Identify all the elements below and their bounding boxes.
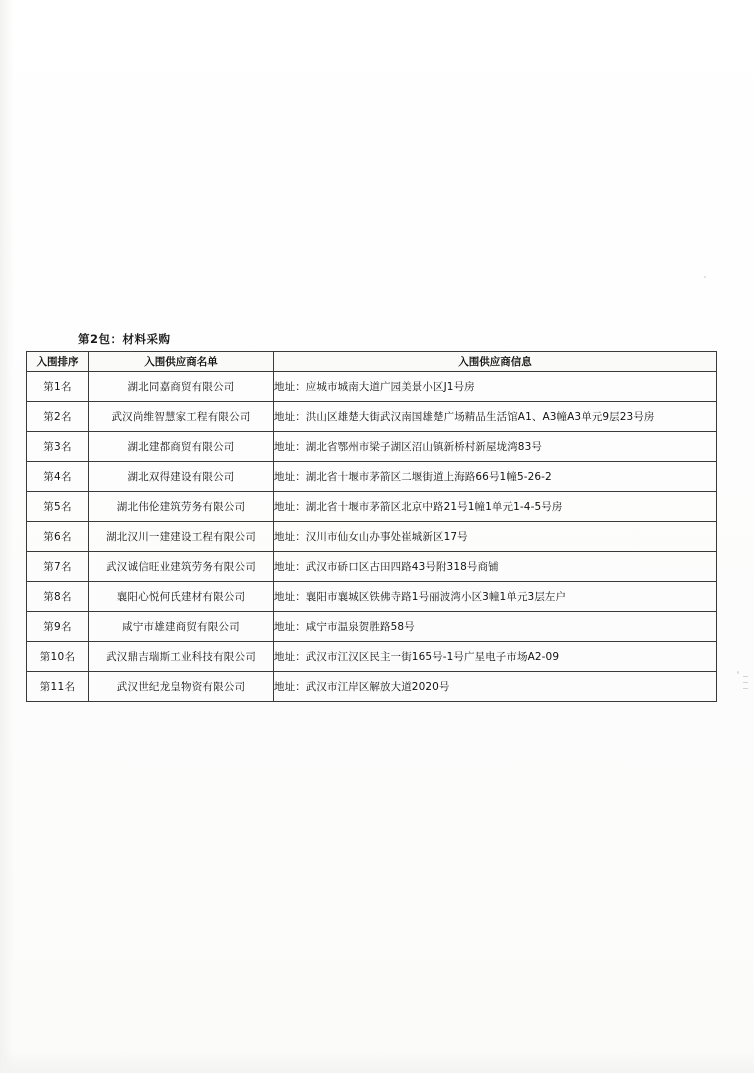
cell-supplier-info: 地址：武汉市江汉区民主一街165号-1号广星电子市场A2-09 [274, 642, 717, 672]
scan-edge-shadow-bottom [0, 1051, 754, 1073]
cell-rank: 第10名 [27, 642, 89, 672]
table-row [27, 522, 717, 552]
cell-supplier-name: 武汉世纪龙皇物资有限公司 [89, 672, 274, 702]
column-header-name: 入围供应商名单 [89, 352, 274, 372]
cell-supplier-name: 武汉鼎吉瑞斯工业科技有限公司 [89, 642, 274, 672]
cell-supplier-name: 湖北双得建设有限公司 [89, 462, 274, 492]
table-header-row [27, 352, 717, 372]
cell-supplier-name: 咸宁市雄建商贸有限公司 [89, 612, 274, 642]
scan-edge-mark [743, 688, 748, 689]
table-row [27, 372, 717, 402]
cell-supplier-info: 地址：咸宁市温泉贺胜路58号 [274, 612, 717, 642]
cell-supplier-name: 湖北同嘉商贸有限公司 [89, 372, 274, 402]
cell-rank: 第11名 [27, 672, 89, 702]
scan-edge-mark [743, 676, 748, 677]
cell-supplier-info: 地址：湖北省鄂州市梁子湖区沼山镇新桥村新屋垅湾83号 [274, 432, 717, 462]
cell-supplier-info: 地址：武汉市硚口区古田四路43号附318号商铺 [274, 552, 717, 582]
table-row [27, 582, 717, 612]
table-row [27, 672, 717, 702]
scan-speck [704, 276, 706, 278]
cell-supplier-info: 地址：湖北省十堰市茅箭区二堰街道上海路66号1幢5-26-2 [274, 462, 717, 492]
cell-supplier-info: 地址：汉川市仙女山办事处崔城新区17号 [274, 522, 717, 552]
cell-supplier-name: 湖北汉川一建建设工程有限公司 [89, 522, 274, 552]
table-row [27, 612, 717, 642]
table-row [27, 552, 717, 582]
cell-supplier-info: 地址：应城市城南大道广园美景小区J1号房 [274, 372, 717, 402]
cell-supplier-info: 地址：武汉市江岸区解放大道2020号 [274, 672, 717, 702]
cell-rank: 第4名 [27, 462, 89, 492]
supplier-table [26, 351, 717, 702]
cell-supplier-name: 襄阳心悦何氏建材有限公司 [89, 582, 274, 612]
scan-edge-shadow-left [0, 0, 14, 1073]
cell-supplier-info: 地址：湖北省十堰市茅箭区北京中路21号1幢1单元1-4-5号房 [274, 492, 717, 522]
column-header-rank: 入围排序 [27, 352, 89, 372]
cell-rank: 第7名 [27, 552, 89, 582]
table-row [27, 402, 717, 432]
cell-rank: 第3名 [27, 432, 89, 462]
table-row [27, 492, 717, 522]
table-row [27, 642, 717, 672]
cell-supplier-name: 武汉诚信旺业建筑劳务有限公司 [89, 552, 274, 582]
cell-rank: 第2名 [27, 402, 89, 432]
scan-edge-mark [743, 682, 748, 683]
cell-supplier-name: 武汉尚维智慧家工程有限公司 [89, 402, 274, 432]
package-title: 第2包：材料采购 [78, 332, 171, 346]
cell-supplier-name: 湖北建都商贸有限公司 [89, 432, 274, 462]
cell-rank: 第5名 [27, 492, 89, 522]
cell-supplier-info: 地址：襄阳市襄城区铁佛寺路1号丽波湾小区3幢1单元3层左户 [274, 582, 717, 612]
scan-speck [737, 671, 739, 674]
cell-rank: 第6名 [27, 522, 89, 552]
cell-supplier-name: 湖北伟伦建筑劳务有限公司 [89, 492, 274, 522]
cell-supplier-info: 地址：洪山区雄楚大街武汉南国雄楚广场精品生活馆A1、A3幢A3单元9层23号房 [274, 402, 717, 432]
table-row [27, 462, 717, 492]
column-header-info: 入围供应商信息 [274, 352, 717, 372]
cell-rank: 第8名 [27, 582, 89, 612]
cell-rank: 第9名 [27, 612, 89, 642]
cell-rank: 第1名 [27, 372, 89, 402]
table-row [27, 432, 717, 462]
